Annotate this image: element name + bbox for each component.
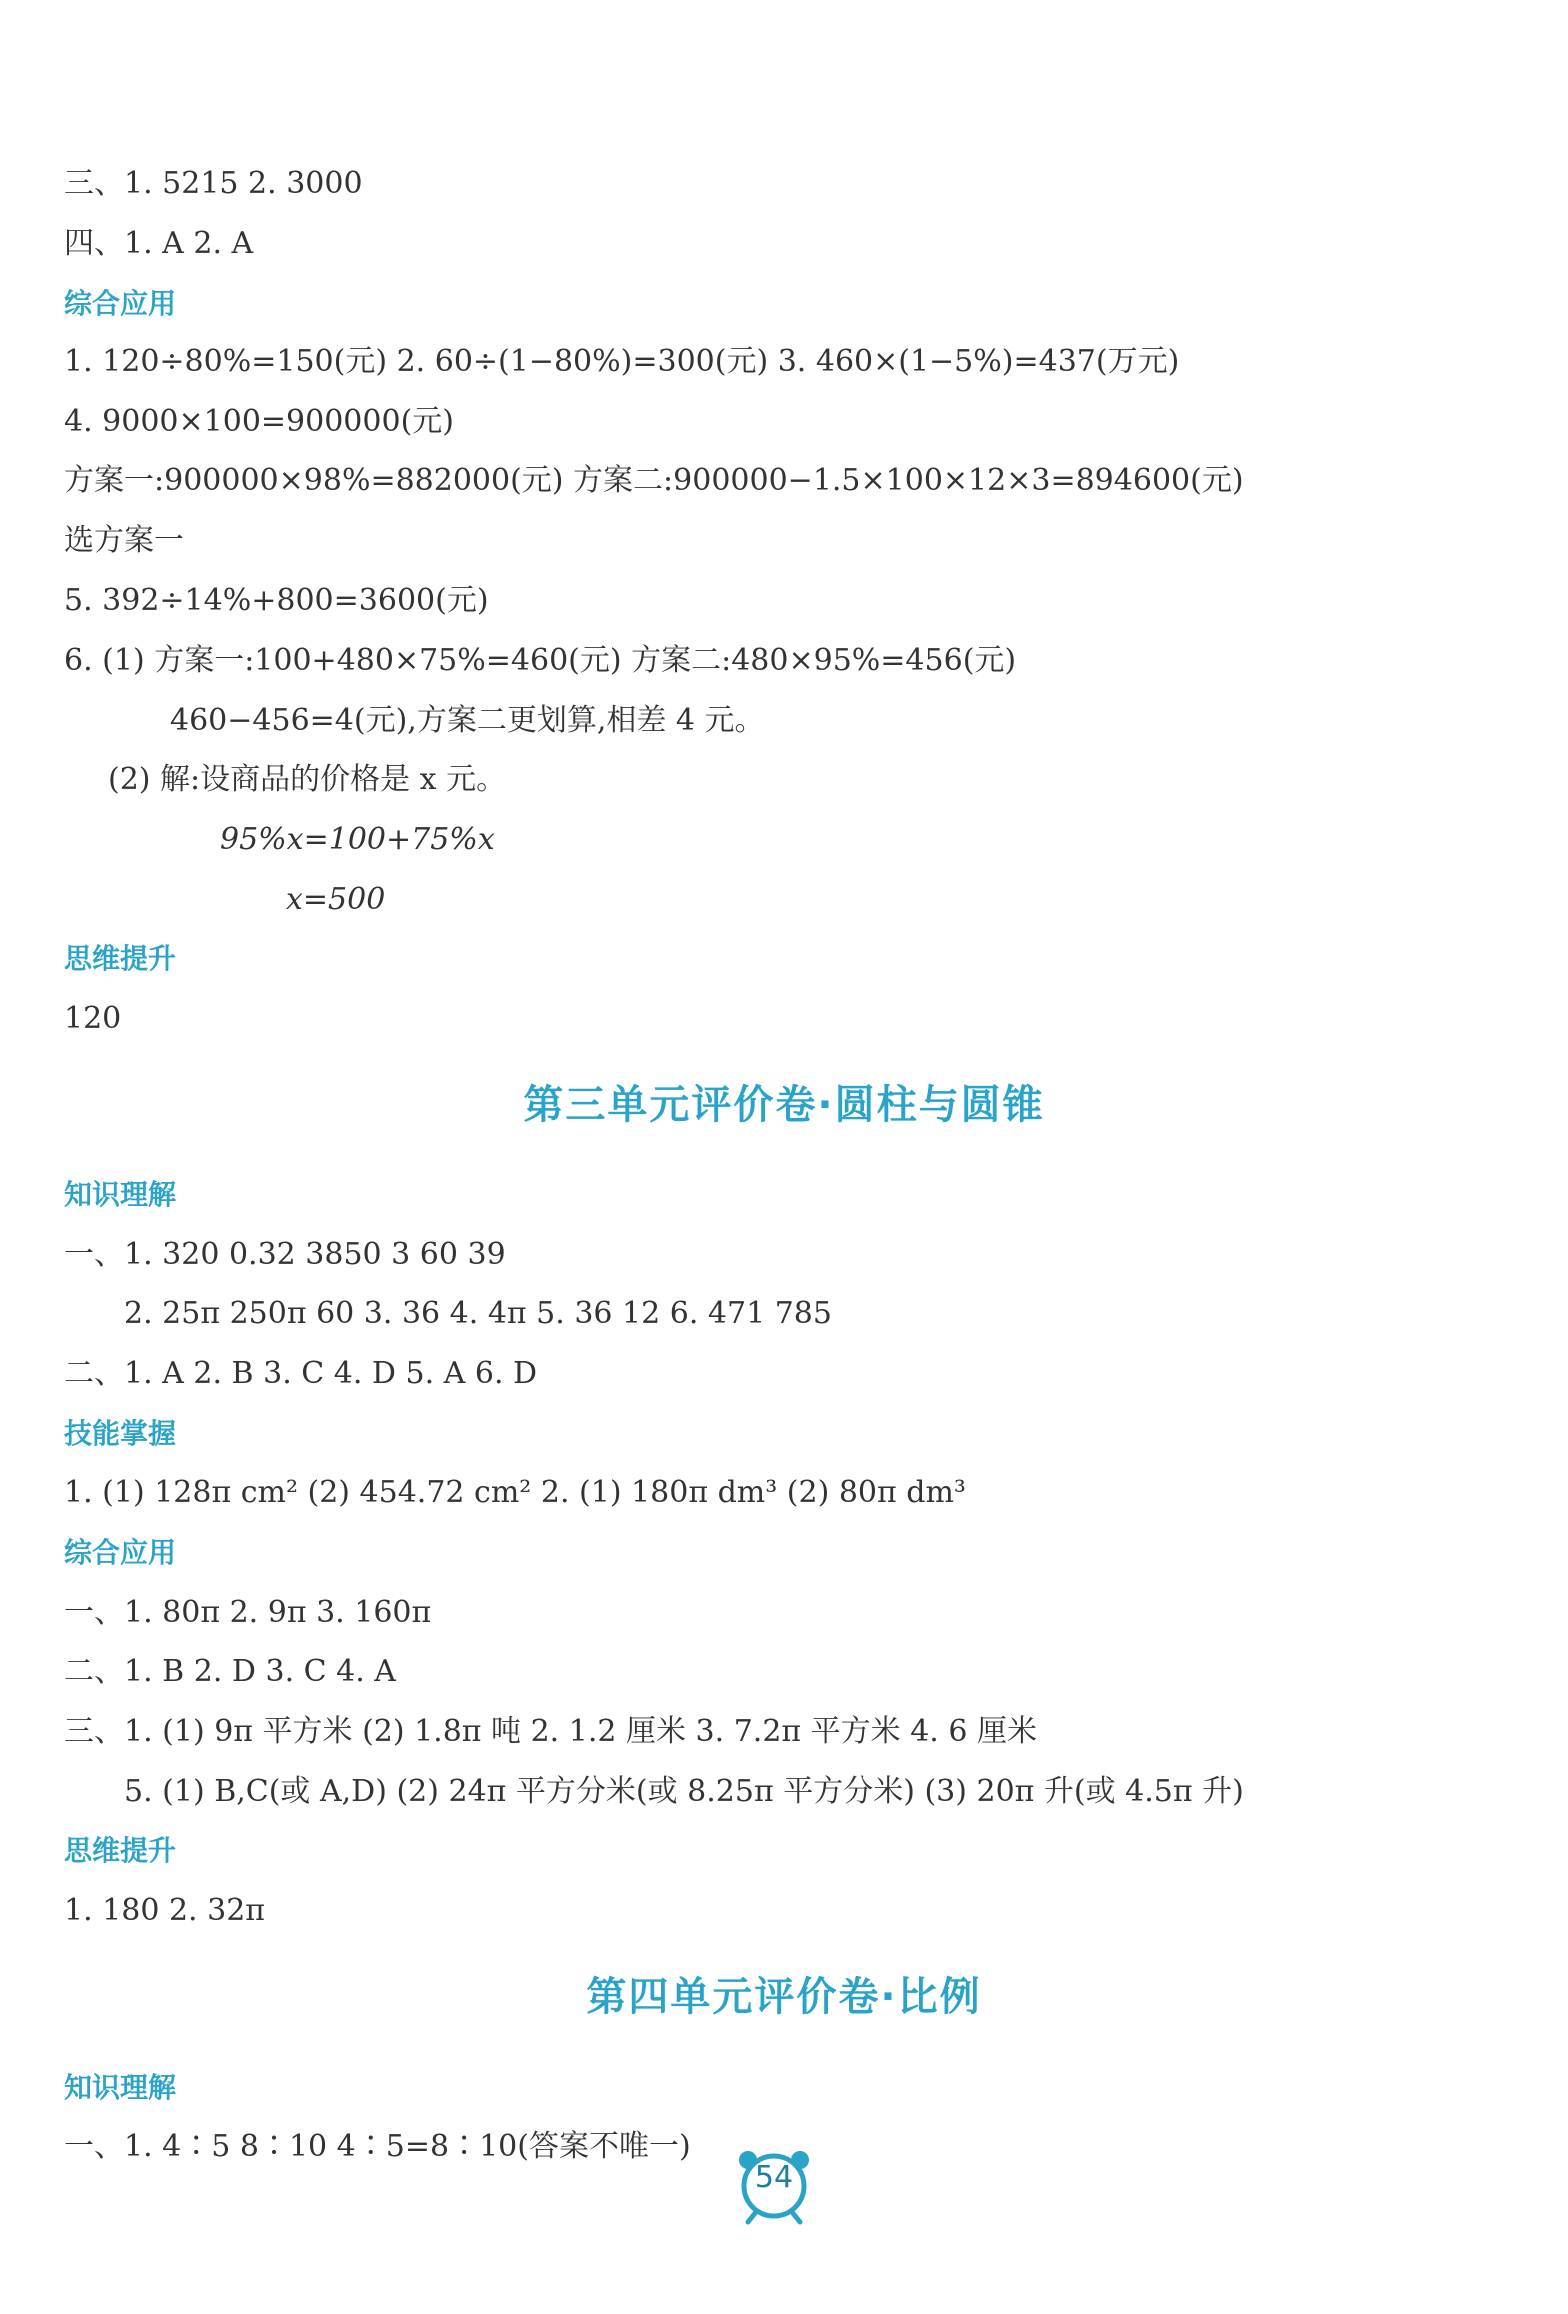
answer-line: 三、1. 5215 2. 3000 [64, 166, 363, 201]
answer-line: 1. 180 2. 32π [64, 1893, 266, 1928]
section-heading: 知识理解 [64, 1178, 177, 1211]
section-heading: 技能掌握 [64, 1417, 177, 1450]
page-number-badge [734, 2146, 814, 2226]
equation-line: 95%x=100+75%x [220, 822, 495, 857]
answer-line: 二、1. B 2. D 3. C 4. A [64, 1654, 396, 1689]
answer-line: 5. (1) B,C(或 A,D) (2) 24π 平方分米(或 8.25π 平方分米) (3) 20π 升(或 4.5π 升) [124, 1774, 1244, 1809]
answer-line: 方案一:900000×98%=882000(元) 方案二:900000−1.5×100×12×3=894600(元) [64, 463, 1244, 498]
section-heading: 知识理解 [64, 2071, 177, 2104]
answer-line: 4. 9000×100=900000(元) [64, 404, 454, 439]
answer-line: (2) 解:设商品的价格是 x 元。 [108, 762, 507, 797]
section-heading: 综合应用 [64, 1536, 177, 1569]
answer-line: 选方案一 [64, 523, 184, 558]
answer-line: 2. 25π 250π 60 3. 36 4. 4π 5. 36 12 6. 471 785 [124, 1296, 832, 1331]
answer-line: 二、1. A 2. B 3. C 4. D 5. A 6. D [64, 1356, 538, 1391]
answer-line: 460−456=4(元),方案二更划算,相差 4 元。 [170, 703, 765, 738]
equation-line: x=500 [286, 882, 386, 917]
answer-line: 1. (1) 128π cm² (2) 454.72 cm² 2. (1) 180π dm³ (2) 80π dm³ [64, 1475, 966, 1510]
answer-line: 三、1. (1) 9π 平方米 (2) 1.8π 吨 2. 1.2 厘米 3. 7.2π 平方米 4. 6 厘米 [64, 1714, 1037, 1749]
unit-title: 第三单元评价卷·圆柱与圆锥 [523, 1082, 1045, 1128]
page-number: 54 [754, 2160, 794, 2195]
section-heading: 思维提升 [64, 1834, 177, 1867]
answer-line: 1. 120÷80%=150(元) 2. 60÷(1−80%)=300(元) 3. 460×(1−5%)=437(万元) [64, 344, 1180, 379]
answer-line: 一、1. 320 0.32 3850 3 60 39 [64, 1237, 506, 1272]
answer-line: 5. 392÷14%+800=3600(元) [64, 583, 489, 618]
answer-line: 6. (1) 方案一:100+480×75%=460(元) 方案二:480×95%=456(元) [64, 643, 1017, 678]
section-heading: 思维提升 [64, 942, 177, 975]
section-heading: 综合应用 [64, 287, 177, 320]
answer-line: 四、1. A 2. A [64, 226, 254, 261]
answer-line: 一、1. 4∶5 8∶10 4∶5=8∶10(答案不唯一) [64, 2129, 691, 2164]
unit-title: 第四单元评价卷·比例 [586, 1974, 982, 2020]
answer-line: 120 [64, 1001, 122, 1036]
answer-line: 一、1. 80π 2. 9π 3. 160π [64, 1595, 432, 1630]
